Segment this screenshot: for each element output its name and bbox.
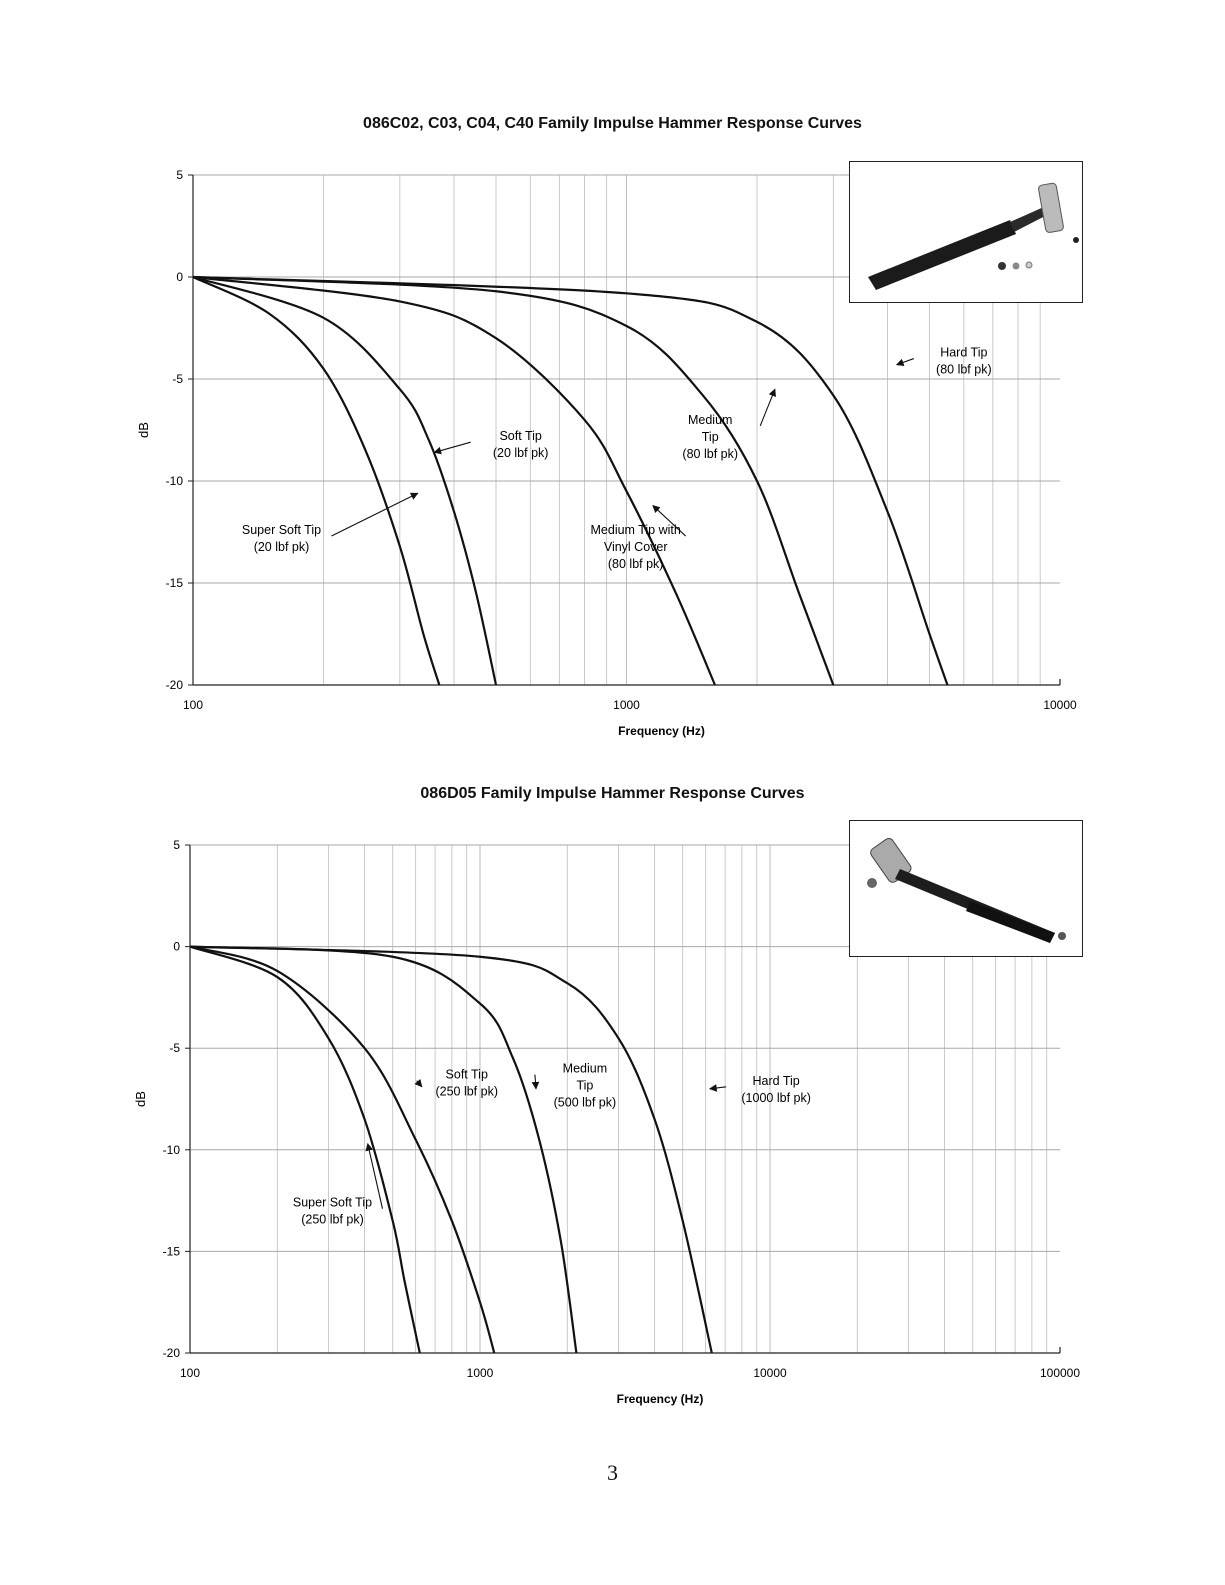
- series-annotation: [293, 1144, 383, 1227]
- y-tick-label: -10: [165, 474, 183, 488]
- annotation-text: Hard Tip: [752, 1073, 800, 1088]
- hammer-photo: [849, 161, 1083, 303]
- annotation-text: Medium: [562, 1061, 608, 1076]
- x-tick-label: 10000: [1043, 698, 1077, 712]
- hammer-image-icon: [850, 162, 1082, 302]
- annotation-text: (1000 lbf pk): [741, 1090, 811, 1105]
- annotation-text: (80 lbf pk): [936, 362, 992, 377]
- y-tick-label: -10: [162, 1142, 180, 1157]
- x-tick-label: 100: [182, 698, 204, 712]
- x-tick-label: 10000: [753, 1366, 787, 1380]
- chart-086c-family: [0, 105, 1225, 755]
- annotation-text: Super Soft Tip: [241, 523, 322, 538]
- annotation-text: Super Soft Tip: [292, 1195, 373, 1210]
- annotation-text: Hard Tip: [940, 345, 988, 360]
- hammer-photo: [849, 820, 1083, 957]
- annotation-arrow: [760, 389, 775, 426]
- y-tick-label: -5: [172, 372, 183, 386]
- annotation-arrow: [897, 359, 914, 365]
- series-annotation: [897, 346, 992, 377]
- annotation-text: Soft Tip: [445, 1067, 488, 1082]
- annotation-text: Soft Tip: [499, 429, 542, 444]
- series-annotation: [535, 1062, 616, 1110]
- annotation-text: Tip: [576, 1078, 594, 1093]
- y-tick-label: -15: [162, 1244, 180, 1259]
- chart-086d05-family: [0, 775, 1225, 1425]
- x-axis-label: Frequency (Hz): [618, 724, 705, 738]
- series-annotation: [682, 389, 775, 461]
- x-tick-label: 100: [179, 1366, 201, 1380]
- y-tick-label: -5: [169, 1041, 180, 1056]
- annotation-arrow: [417, 1081, 422, 1087]
- annotation-arrow: [535, 1075, 536, 1089]
- annotation-text: (500 lbf pk): [553, 1095, 617, 1110]
- y-tick-label: -15: [165, 576, 183, 590]
- page-number: 3: [607, 1460, 618, 1485]
- chart-title: 086D05 Family Impulse Hammer Response Curves: [420, 785, 805, 802]
- x-axis-label: Frequency (Hz): [616, 1392, 704, 1406]
- hammer-image-icon: [850, 821, 1082, 956]
- y-tick-label: -20: [162, 1346, 180, 1360]
- annotation-text: (80 lbf pk): [682, 446, 739, 461]
- annotation-text: Vinyl Cover: [603, 540, 668, 555]
- annotation-text: (20 lbf pk): [492, 446, 549, 461]
- y-axis-label: dB: [136, 422, 151, 438]
- annotation-text: Tip: [701, 429, 719, 444]
- y-tick-label: -20: [165, 678, 183, 692]
- annotation-text: Medium Tip with: [590, 523, 681, 538]
- x-tick-label: 1000: [466, 1366, 494, 1380]
- annotation-text: (250 lbf pk): [435, 1084, 498, 1099]
- series-annotation: [417, 1068, 498, 1099]
- annotation-text: (20 lbf pk): [253, 540, 310, 555]
- x-tick-label: 1000: [613, 698, 640, 712]
- annotation-text: Medium: [687, 412, 733, 427]
- series-annotation: [434, 429, 548, 460]
- y-tick-label: 5: [173, 838, 180, 852]
- annotation-text: (80 lbf pk): [607, 557, 664, 572]
- annotation-arrow: [710, 1087, 726, 1089]
- chart-title: 086C02, C03, C04, C40 Family Impulse Hammer Response Curves: [363, 115, 862, 132]
- annotation-arrow: [434, 442, 471, 452]
- y-tick-label: 5: [176, 168, 183, 182]
- x-tick-label: 100000: [1039, 1366, 1081, 1380]
- y-axis-label: dB: [133, 1091, 148, 1107]
- y-tick-label: 0: [176, 270, 183, 284]
- annotation-arrow: [331, 493, 417, 536]
- y-tick-label: 0: [173, 939, 180, 954]
- annotation-text: (250 lbf pk): [301, 1212, 364, 1227]
